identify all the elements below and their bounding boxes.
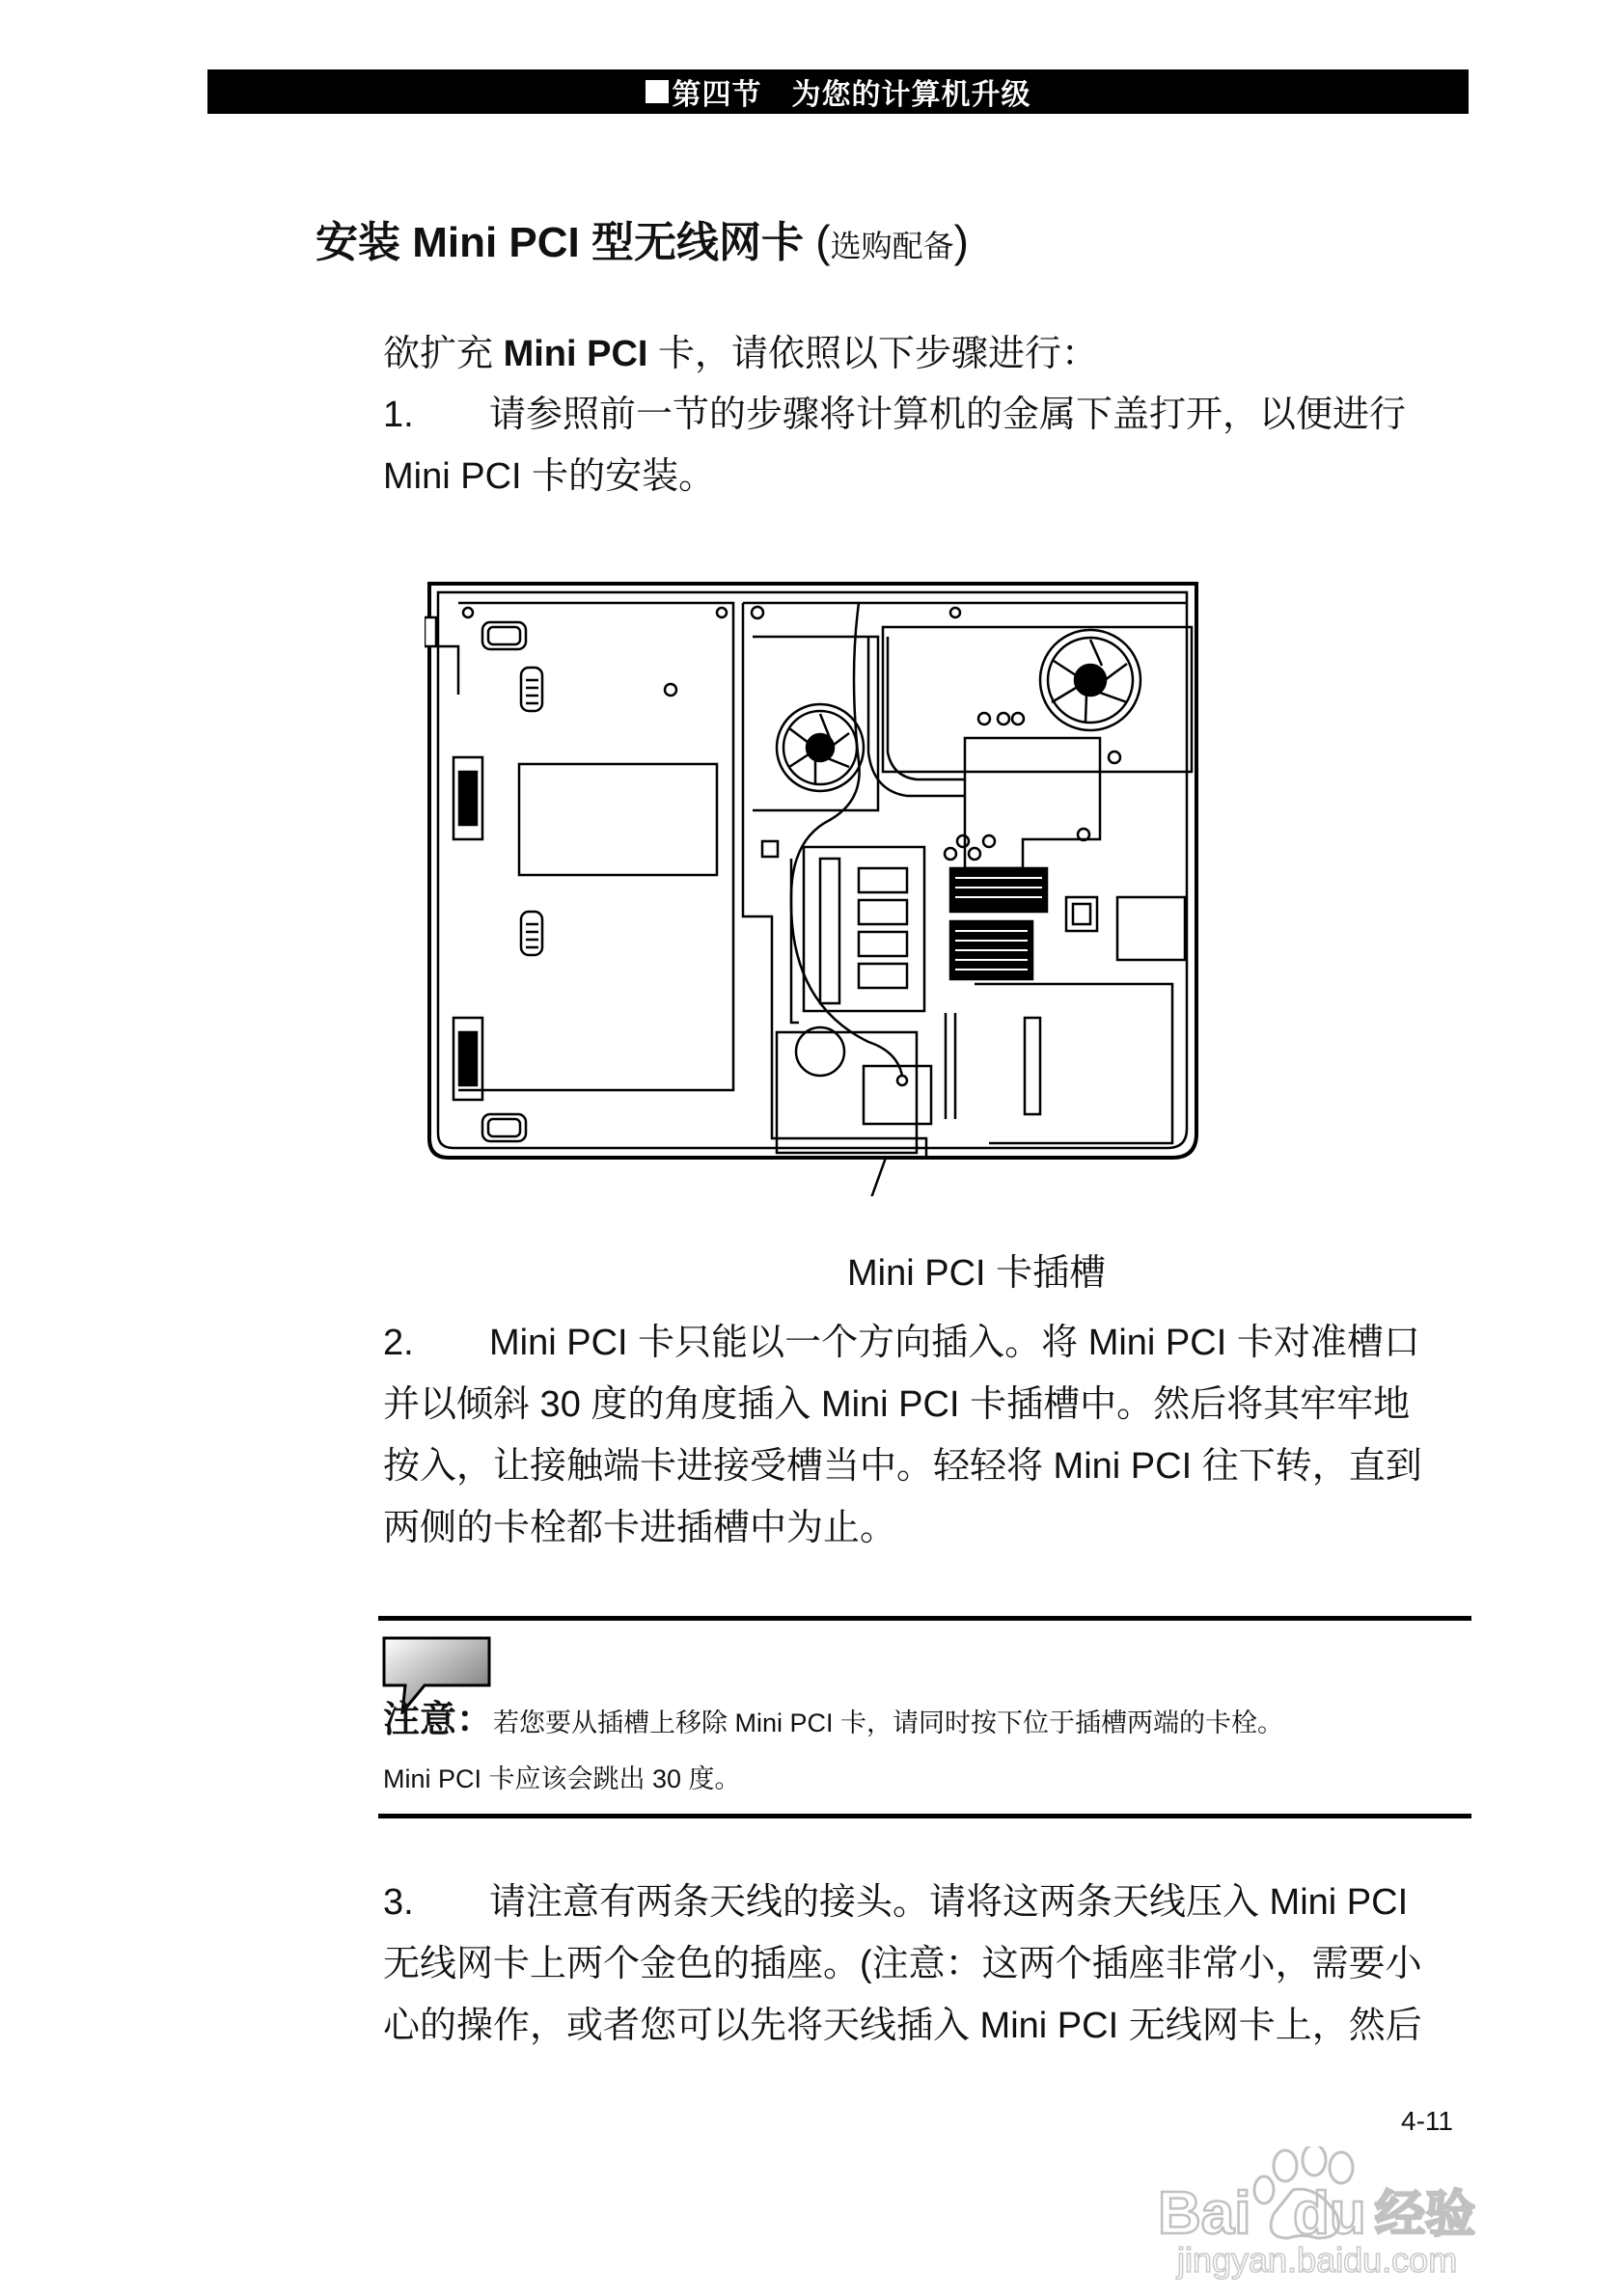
step-2-line-3: 按入，让接触端卡进接受槽当中。轻轻将 Mini PCI 往下转，直到 <box>383 1446 1422 1487</box>
svg-text:du: du <box>1293 2180 1366 2247</box>
note-label: 注意： <box>383 1697 494 1740</box>
step-3-number: 3. <box>383 1882 414 1923</box>
title-optional: 选购配备 <box>830 229 954 263</box>
intro-paragraph <box>383 323 1464 385</box>
intro-prefix: 欲扩充 <box>383 334 504 374</box>
note-block <box>383 1698 1464 1800</box>
step-3-text: 请注意有两条天线的接头。请将这两条天线压入 Mini PCI <box>489 1882 1409 1923</box>
note-top-rule <box>378 1616 1471 1621</box>
step-2-line-4: 两侧的卡栓都卡进插槽中为止。 <box>383 1508 897 1548</box>
step-3-line-2: 无线网卡上两个金色的插座。(注意：这两个插座非常小，需要小 <box>383 1944 1422 1984</box>
svg-text:jingyan.baidu.com: jingyan.baidu.com <box>1177 2240 1458 2280</box>
header-square-icon <box>646 80 669 103</box>
note-bottom-rule <box>378 1814 1471 1818</box>
page-title <box>316 207 969 269</box>
step-2 <box>383 1312 1464 1559</box>
intro-suffix: 卡，请依照以下步骤进行： <box>647 334 1099 374</box>
note-line-1: 若您要从插槽上移除 Mini PCI 卡，请同时按下位于插槽两端的卡栓。 <box>493 1708 1284 1737</box>
step-1-text: 请参照前一节的步骤将计算机的金属下盖打开，以便进行 <box>489 395 1407 435</box>
step-1-number: 1. <box>383 395 414 435</box>
step-2-line-2: 并以倾斜 30 度的角度插入 Mini PCI 卡插槽中。然后将其牢牢地 <box>383 1384 1411 1425</box>
note-line-2: Mini PCI 卡应该会跳出 30 度。 <box>383 1764 741 1793</box>
intro-bold: Mini PCI <box>503 334 648 374</box>
figure-caption: Mini PCI 卡插槽 <box>847 1253 1107 1294</box>
title-open-paren: ( <box>815 216 831 266</box>
step-3 <box>383 1872 1464 2057</box>
section-header-text: 第四节 为您的计算机升级 <box>672 78 1031 112</box>
laptop-underside-diagram <box>425 579 1206 1196</box>
step-1-cont: Mini PCI 卡的安装。 <box>383 456 716 497</box>
step-2-text: Mini PCI 卡只能以一个方向插入。将 Mini PCI 卡对准槽口 <box>489 1323 1420 1363</box>
step-3-line-3: 心的操作，或者您可以先将天线插入 Mini PCI 无线网卡上，然后 <box>383 2006 1422 2046</box>
step-1 <box>383 384 1464 507</box>
baidu-watermark-logo <box>1148 2146 1534 2282</box>
title-main: 安装 Mini PCI 型无线网卡 <box>316 219 804 266</box>
step-2-number: 2. <box>383 1323 414 1363</box>
svg-text:Bai: Bai <box>1158 2180 1251 2247</box>
page-number: 4-11 <box>1401 2106 1453 2136</box>
section-header <box>207 69 1469 114</box>
svg-text:经验: 经验 <box>1375 2186 1476 2244</box>
title-close-paren: ) <box>953 216 969 266</box>
